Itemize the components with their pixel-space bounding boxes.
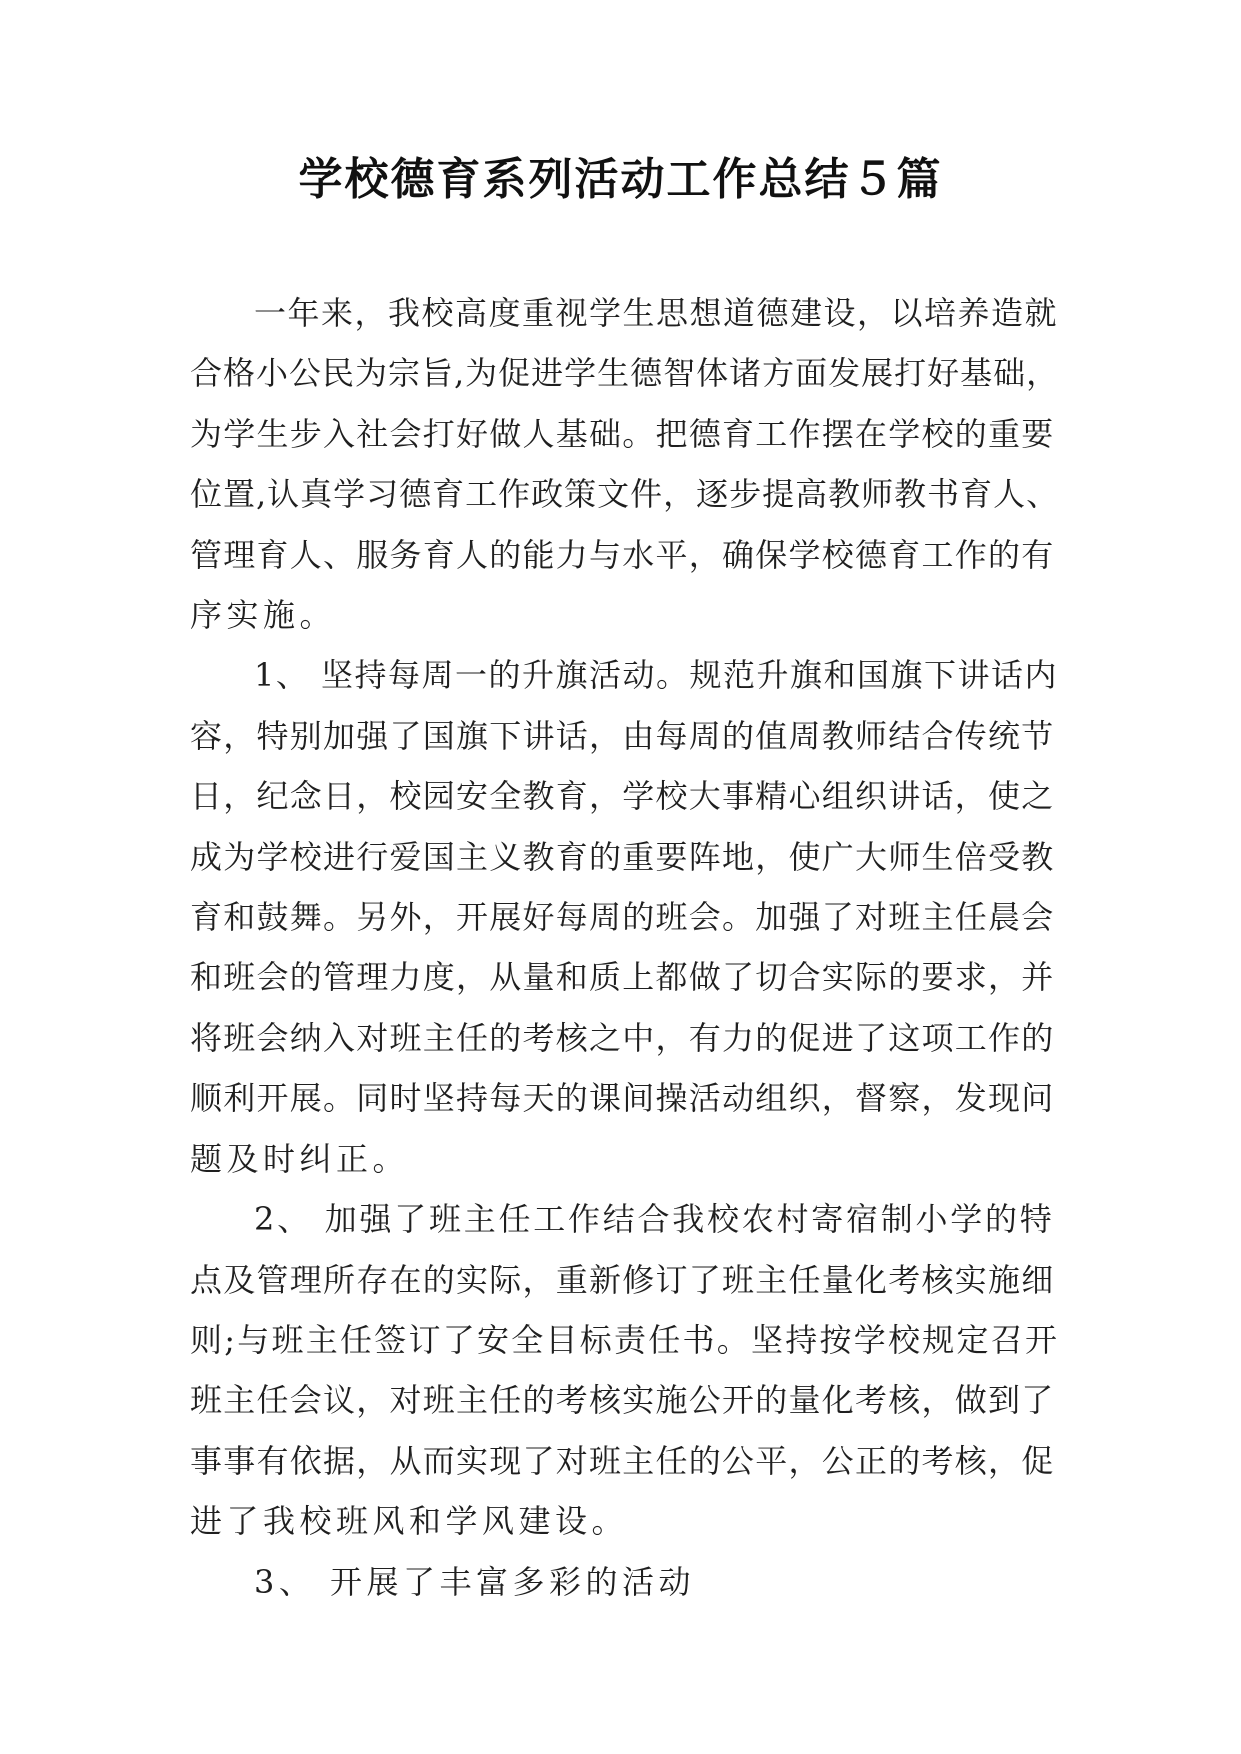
text-line: 题及时纠正。 [190, 1139, 410, 1178]
text-line: 1、 坚持每周一的升旗活动。规范升旗和国旗下讲话内 [254, 656, 1059, 695]
text-line: 合格小公民为宗旨,为促进学生德智体诸方面发展打好基础， [190, 354, 1060, 393]
document-title: 学校德育系列活动工作总结５篇 [298, 154, 943, 205]
text-line: 班主任会议，对班主任的考核实施公开的量化考核，做到了 [190, 1381, 1055, 1420]
text-line: 为学生步入社会打好做人基础。把德育工作摆在学校的重要 [190, 414, 1055, 453]
text-line: 2、 加强了班主任工作结合我校农村寄宿制小学的特 [254, 1200, 1055, 1239]
text-line: 育和鼓舞。另外，开展好每周的班会。加强了对班主任晨会 [190, 898, 1055, 937]
text-line: 一年来，我校高度重视学生思想道德建设，以培养造就 [254, 294, 1059, 332]
text-line: 则;与班主任签订了安全目标责任书。坚持按学校规定召开 [190, 1320, 1060, 1359]
text-line: 容，特别加强了国旗下讲话，由每周的值周教师结合传统节 [190, 716, 1055, 755]
text-line: 日，纪念日，校园安全教育，学校大事精心组织讲话，使之 [190, 777, 1055, 816]
paragraph-item-1 [190, 645, 1060, 1189]
text-line: 和班会的管理力度，从量和质上都做了切合实际的要求，并 [190, 958, 1055, 997]
text-line: 顺利开展。同时坚持每天的课间操活动组织，督察，发现问 [190, 1079, 1055, 1118]
text-line: 管理育人、服务育人的能力与水平，确保学校德育工作的有 [190, 535, 1055, 574]
text-line: 位置,认真学习德育工作政策文件，逐步提高教师教书育人、 [190, 475, 1060, 514]
text-line: 将班会纳入对班主任的考核之中，有力的促进了这项工作的 [190, 1018, 1055, 1057]
text-line: 序实施。 [190, 596, 337, 635]
text-line: 事事有依据，从而实现了对班主任的公平，公正的考核，促 [190, 1441, 1055, 1480]
text-line: 进了我校班风和学风建设。 [190, 1502, 629, 1541]
text-line: 成为学校进行爱国主义教育的重要阵地，使广大师生倍受教 [190, 837, 1055, 876]
text-line: 点及管理所存在的实际，重新修订了班主任量化考核实施细 [190, 1260, 1055, 1299]
paragraph-item-2 [190, 1189, 1060, 1551]
paragraph-intro [190, 283, 1060, 645]
text-line: 3、 开展了丰富多彩的活动 [254, 1562, 696, 1601]
paragraph-item-3 [190, 1552, 1060, 1612]
document-body [190, 283, 1060, 1612]
